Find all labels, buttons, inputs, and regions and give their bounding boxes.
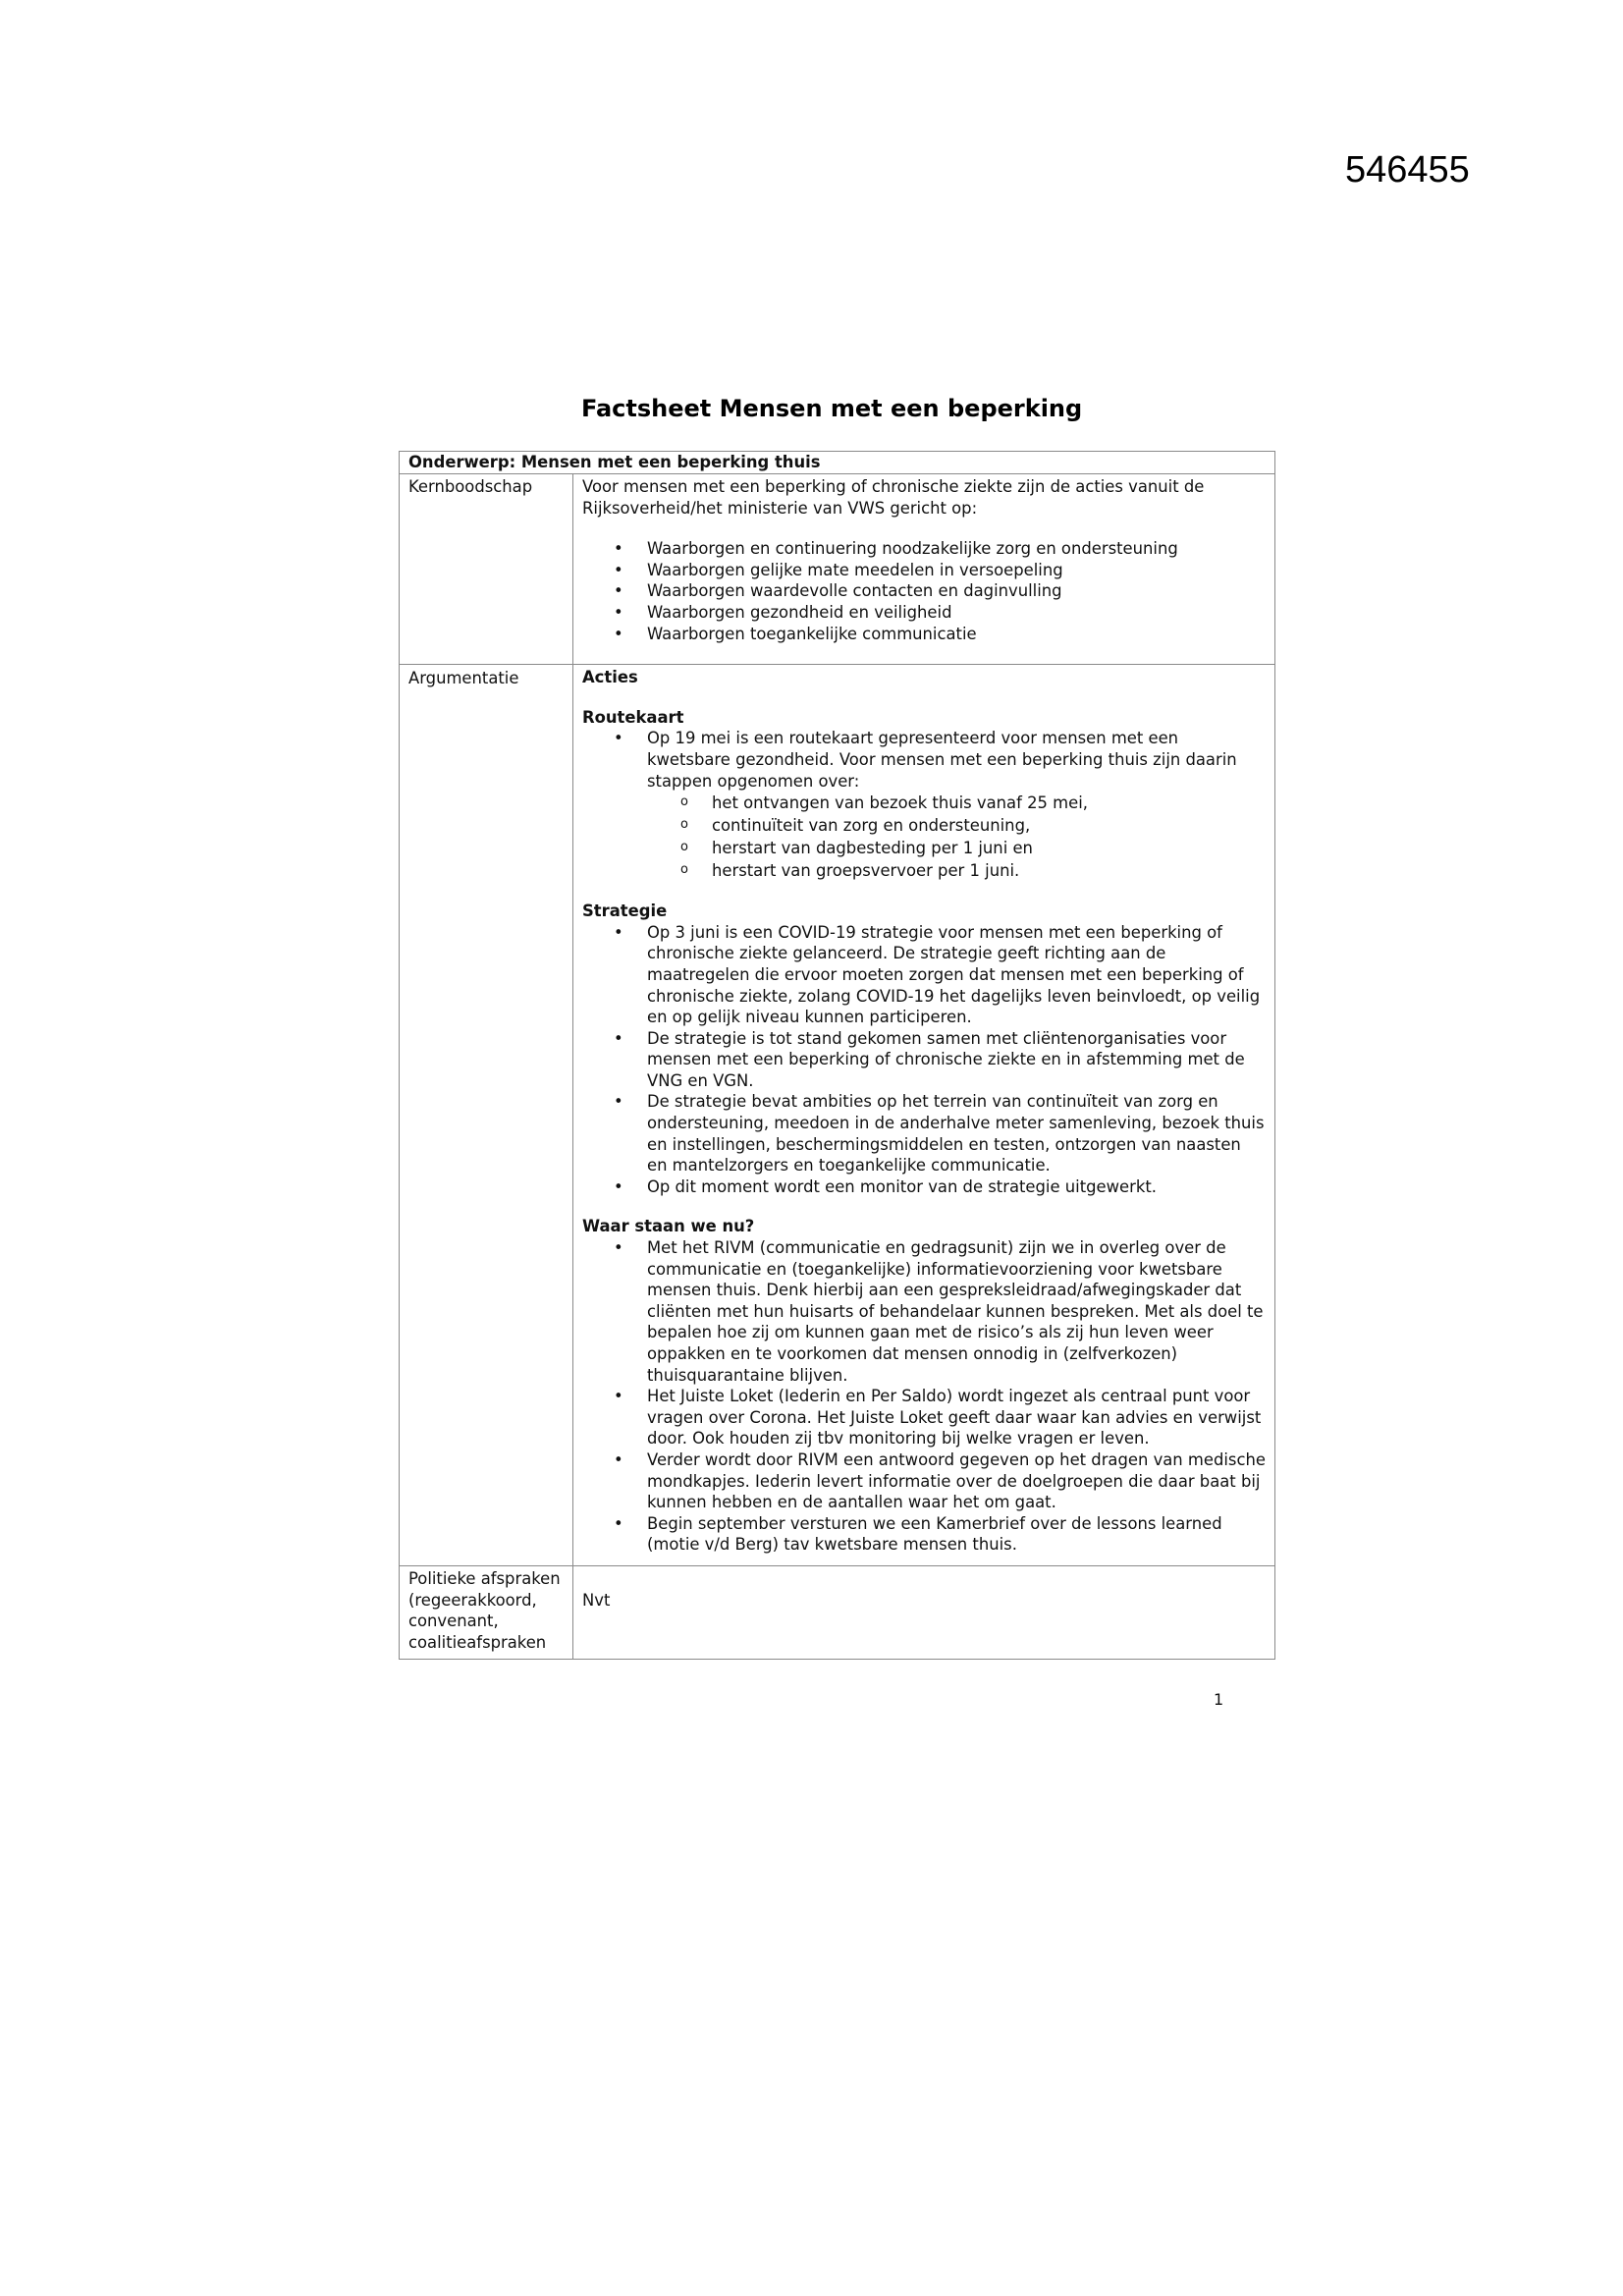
politieke-afspraken-label: Politieke afspraken (regeerakkoord, convenant, coalitieafspraken <box>400 1565 573 1659</box>
politieke-afspraken-text: Nvt <box>582 1590 611 1610</box>
routekaart-heading: Routekaart <box>582 707 684 727</box>
list-item: • Verder wordt door RIVM een antwoord gegeven op het dragen van medische mondkapjes. Iederin levert informatie over de doelgroepen die daar baat bij kunnen hebben en de aantallen waar het om gaat. <box>612 1449 1266 1513</box>
waar-staan-we-heading: Waar staan we nu? <box>582 1217 755 1236</box>
argumentatie-label: Argumentatie <box>400 665 573 1566</box>
document-id: 546455 <box>1345 149 1470 191</box>
list-item: • Waarborgen gelijke mate meedelen in versoepeling <box>612 560 1266 581</box>
waar-staan-we-list <box>612 1237 1266 1556</box>
list-item: • Waarborgen toegankelijke communicatie <box>612 624 1266 645</box>
document-title: Factsheet Mensen met een beperking <box>581 395 1083 422</box>
politieke-afspraken-row <box>400 1565 1275 1659</box>
list-item: • Met het RIVM (communicatie en gedragsunit) zijn we in overleg over de communicatie en (toegankelijke) informatievoorziening voor kwetsbare mensen thuis. Denk hierbij aan een gespreksleidraad/afwegingskader dat cliënten met hun huisarts of behandelaar kunnen bespreken. Met als doel te bepalen hoe zij om kunnen gaan met de risico’s als zij hun leven weer oppakken en te voorkomen dat mensen onnodig in (zelfverkozen) thuisquarantaine blijven. <box>612 1237 1266 1386</box>
list-item: • De strategie bevat ambities op het terrein van continuïteit van zorg en ondersteuning, meedoen in de anderhalve meter samenleving, bezoek thuis en instellingen, beschermingsmiddelen en testen, ontzorgen van naasten en mantelzorgers en toegankelijke communicatie. <box>612 1091 1266 1175</box>
kernboodschap-label: Kernboodschap <box>400 474 573 665</box>
list-item: • Begin september versturen we een Kamerbrief over de lessons learned (motie v/d Berg) tav kwetsbare mensen thuis. <box>612 1513 1266 1556</box>
acties-heading: Acties <box>582 668 638 687</box>
strategie-list <box>612 922 1266 1198</box>
kernboodschap-content <box>573 474 1275 665</box>
politieke-afspraken-value <box>573 1565 1275 1659</box>
page-number: 1 <box>1214 1690 1224 1709</box>
sublist-item: o het ontvangen van bezoek thuis vanaf 25 mei, <box>676 792 1266 814</box>
kernboodschap-list <box>612 538 1266 644</box>
list-item: • De strategie is tot stand gekomen samen met cliëntenorganisaties voor mensen met een beperking of chronische ziekte en in afstemming met de VNG en VGN. <box>612 1028 1266 1092</box>
subject-row <box>400 452 1275 474</box>
list-item: • Waarborgen en continuering noodzakelijke zorg en ondersteuning <box>612 538 1266 560</box>
routekaart-sublist <box>676 792 1266 882</box>
list-item: • Waarborgen gezondheid en veiligheid <box>612 602 1266 624</box>
sublist-item: o herstart van groepsvervoer per 1 juni. <box>676 859 1266 882</box>
list-item: • Waarborgen waardevolle contacten en daginvulling <box>612 580 1266 602</box>
kernboodschap-intro: Voor mensen met een beperking of chronische ziekte zijn de acties vanuit de Rijksoverheid/het ministerie van VWS gericht op: <box>582 477 1205 518</box>
list-item <box>612 728 1266 882</box>
list-item: • Het Juiste Loket (Iederin en Per Saldo) wordt ingezet als centraal punt voor vragen over Corona. Het Juiste Loket geeft daar waar kan advies en verwijst door. Ook houden zij tbv monitoring bij welke vragen er leven. <box>612 1386 1266 1449</box>
list-item: • Op 3 juni is een COVID-19 strategie voor mensen met een beperking of chronische ziekte gelanceerd. De strategie geeft richting aan de maatregelen die ervoor moeten zorgen dat mensen met een beperking of chronische ziekte, zolang COVID-19 het dagelijks leven beinvloedt, op veilig en op gelijk niveau kunnen participeren. <box>612 922 1266 1028</box>
kernboodschap-row <box>400 474 1275 665</box>
list-item: • Op dit moment wordt een monitor van de strategie uitgewerkt. <box>612 1176 1266 1198</box>
strategie-heading: Strategie <box>582 902 668 921</box>
sublist-item: o herstart van dagbesteding per 1 juni en <box>676 837 1266 859</box>
argumentatie-content <box>573 665 1275 1566</box>
sublist-item: o continuïteit van zorg en ondersteuning, <box>676 814 1266 837</box>
list-item-text: Op 19 mei is een routekaart gepresenteerd voor mensen met een kwetsbare gezondheid. Voor mensen met een beperking thuis zijn daarin stappen opgenomen over: <box>647 729 1237 791</box>
routekaart-list <box>612 728 1266 882</box>
subject-cell: Onderwerp: Mensen met een beperking thuis <box>400 452 1275 474</box>
factsheet-table <box>399 451 1275 1660</box>
argumentatie-row <box>400 665 1275 1566</box>
